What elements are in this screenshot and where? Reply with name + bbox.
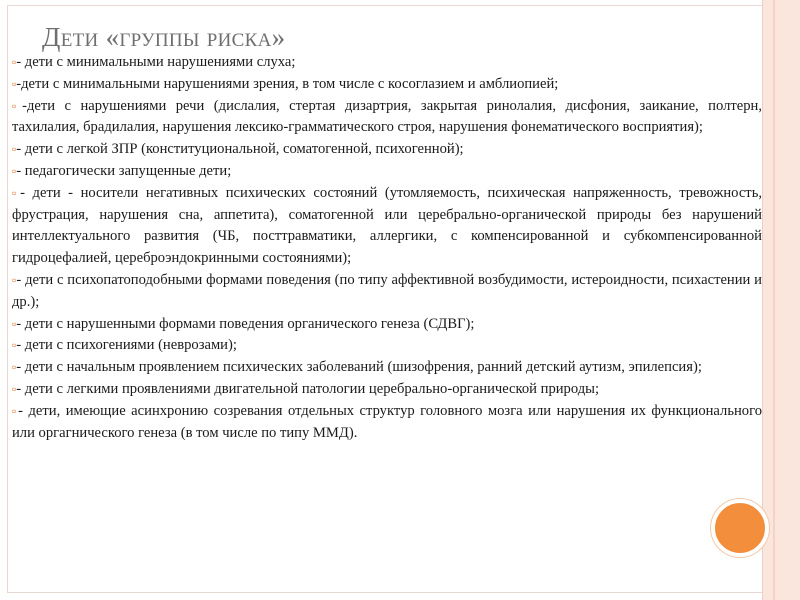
bullet-icon: ▫ xyxy=(12,76,17,91)
list-item-text: - дети с легкими проявлениями двигательной патологии церебрально-органической природы; xyxy=(16,380,600,397)
list-item xyxy=(12,139,762,161)
list-item-text: - дети - носители негативных психических состояний (утомляемость, психическая напряженность, тревожность, фрустрация, нарушения сна, аппетита), соматогенной или церебрально-органической природы без нарушений интеллектуального развития (ЧБ, посттравматики, аллергики, с компенсированной и субкомпенсированной гидроцефалией, цереброэндокринными состояниями); xyxy=(12,184,762,267)
bullet-icon: ▫ xyxy=(12,360,17,375)
list-item xyxy=(12,74,762,96)
list-item-text: - дети с легкой ЗПР (конституциональной, соматогенной, психогенной); xyxy=(16,141,464,158)
list-item xyxy=(12,357,762,379)
bullet-icon: ▫ xyxy=(12,316,17,331)
bullet-icon: ▫ xyxy=(12,163,17,178)
list-item xyxy=(12,401,762,445)
bullet-icon: ▫ xyxy=(12,403,19,418)
bullet-icon: ▫ xyxy=(12,185,21,200)
bullet-icon: ▫ xyxy=(12,55,17,69)
list-item-text: - дети с начальным проявлением психических заболеваний (шизофрения, ранний детский аутизм, эпилепсия); xyxy=(16,359,702,376)
list-item-text: - дети с психогениями (неврозами); xyxy=(16,337,237,354)
list-item xyxy=(12,270,762,314)
list-item xyxy=(12,379,762,401)
list-item-text: -дети с минимальными нарушениями зрения, в том числе с косоглазием и амблиопией; xyxy=(16,75,559,92)
list-item xyxy=(12,314,762,336)
list-item-text: -дети с нарушениями речи (дислалия, стертая дизартрия, закрытая ринолалия, дисфония, заикание, полтерн, тахилалия, брадилалия, нарушения лексико-грамматического строя, нарушения фонематического восприятия); xyxy=(12,97,762,136)
slide-title: Дети «группы риска» xyxy=(42,22,286,52)
list-item-text: - дети с минимальными нарушениями слуха; xyxy=(16,54,296,70)
list-item xyxy=(12,183,762,270)
list-item xyxy=(12,161,762,183)
bullet-icon: ▫ xyxy=(12,338,17,353)
list-item-text: - педагогически запущенные дети; xyxy=(16,162,232,179)
list-item-text: - дети, имеющие асинхронию созревания отдельных структур головного мозга или нарушения их функционального или оргагнического генеза (в том числе по типу ММД). xyxy=(12,402,762,441)
bullet-list xyxy=(12,52,762,444)
right-decorative-band xyxy=(762,0,800,600)
bullet-icon: ▫ xyxy=(12,142,17,157)
list-item xyxy=(12,96,762,140)
bullet-icon: ▫ xyxy=(12,272,17,287)
list-item-text: - дети с психопатоподобными формами поведения (по типу аффективной возбудимости, истероидности, психастении и др.); xyxy=(12,271,762,310)
bullet-icon: ▫ xyxy=(12,98,23,113)
list-item-text: - дети с нарушенными формами поведения органического генеза (СДВГ); xyxy=(16,315,475,332)
orange-circle-decoration xyxy=(711,499,769,557)
list-item xyxy=(12,52,762,74)
list-item xyxy=(12,335,762,357)
bullet-icon: ▫ xyxy=(12,381,17,396)
